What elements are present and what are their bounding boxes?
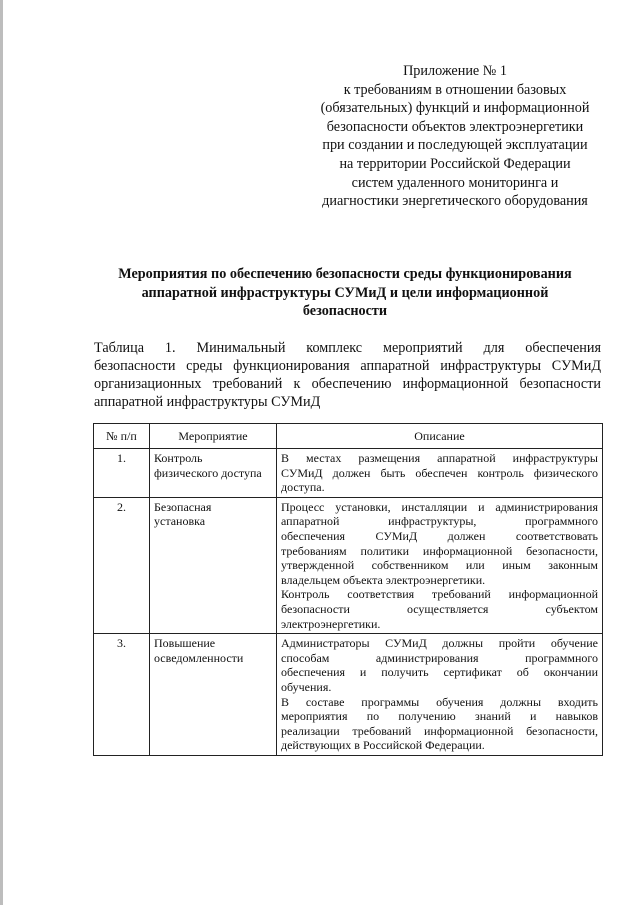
appendix-line: (обязательных) функций и информационной xyxy=(320,100,590,117)
description-line: обеспечения и получить сертификат об окончании xyxy=(281,665,598,680)
table-header-row xyxy=(94,424,603,449)
header-measure: Мероприятие xyxy=(150,424,277,449)
caption-line: аппаратной инфраструктуры СУМиД xyxy=(94,394,321,410)
description-line: В составе программы обучения должны входить xyxy=(281,694,598,709)
description-line: обеспечения СУМиД должен соответствовать xyxy=(281,528,598,543)
title-line: Мероприятия по обеспечению безопасности среды функционирования xyxy=(118,266,572,282)
description-line: обучения. xyxy=(281,679,332,694)
appendix-header xyxy=(290,62,620,211)
description-line: реализации требований информационной безопасности, xyxy=(281,723,598,738)
description-line: В местах размещения аппаратной инфраструктуры xyxy=(281,451,598,465)
description-line: способам администрирования программного xyxy=(281,650,598,665)
page-edge-shadow xyxy=(0,0,3,905)
description-line: Процесс установки, инсталляции и администрирования xyxy=(281,499,598,514)
description-line: утвержденной собственником или иным законным xyxy=(281,558,598,573)
appendix-line: при создании и последующей эксплуатации xyxy=(322,137,588,154)
appendix-line: к требованиям в отношении базовых xyxy=(343,81,567,98)
measure-line: Контроль xyxy=(154,451,203,465)
description-line: Администраторы СУМиД должны пройти обучение xyxy=(281,636,598,651)
document-title xyxy=(80,265,610,321)
description-line: электроэнергетики. xyxy=(281,616,381,631)
table-row xyxy=(94,449,603,498)
description-line: аппаратной инфраструктуры, программного xyxy=(281,514,598,529)
title-line: аппаратной инфраструктуры СУМиД и цели информационной xyxy=(141,284,549,301)
row-number: 3. xyxy=(94,634,150,756)
table-row xyxy=(94,634,603,756)
description-line: мероприятия по получению знаний и навыков xyxy=(281,709,598,724)
measure-line: осведомленности xyxy=(154,650,244,665)
description-line: безопасности осуществляется субъектом xyxy=(281,601,598,616)
description-line: владельцем объекта электроэнергетики. xyxy=(281,572,486,587)
appendix-line: на территории Российской Федерации xyxy=(339,155,571,172)
measure-line: Повышение xyxy=(154,636,216,651)
appendix-line: диагностики энергетического оборудования xyxy=(322,193,588,210)
row-measure xyxy=(150,634,277,756)
appendix-line: систем удаленного мониторинга и xyxy=(351,174,559,191)
row-description xyxy=(277,634,603,756)
description-line: требованиям политики информационной безопасности, xyxy=(281,543,598,558)
measure-line: Безопасная xyxy=(154,499,212,514)
row-measure xyxy=(150,449,277,498)
title-line: безопасности xyxy=(302,303,388,320)
table-caption xyxy=(94,339,601,411)
caption-line: безопасности среды функционирования аппаратной инфраструктуры СУМиД xyxy=(94,358,601,374)
caption-line: Таблица 1. Минимальный комплекс мероприятий для обеспечения xyxy=(94,340,601,356)
appendix-line: безопасности объектов электроэнергетики xyxy=(326,118,584,135)
row-description xyxy=(277,449,603,498)
appendix-line: Приложение № 1 xyxy=(403,63,507,79)
table-row xyxy=(94,497,603,633)
measure-line: физического доступа xyxy=(154,465,262,480)
caption-line: организационных требований к обеспечению информационной безопасности xyxy=(94,376,601,392)
row-measure xyxy=(150,497,277,633)
description-line: доступа. xyxy=(281,480,325,495)
measure-line: установка xyxy=(154,514,206,529)
row-number: 2. xyxy=(94,497,150,633)
description-line: действующих в Российской Федерации. xyxy=(281,738,485,753)
row-number: 1. xyxy=(94,449,150,498)
measures-table xyxy=(93,423,603,756)
header-number: № п/п xyxy=(94,424,150,449)
description-line: СУМиД должен быть обеспечен контроль физического xyxy=(281,465,598,480)
row-description xyxy=(277,497,603,633)
description-line: Контроль соответствия требований информационной xyxy=(281,587,598,602)
header-description: Описание xyxy=(277,424,603,449)
